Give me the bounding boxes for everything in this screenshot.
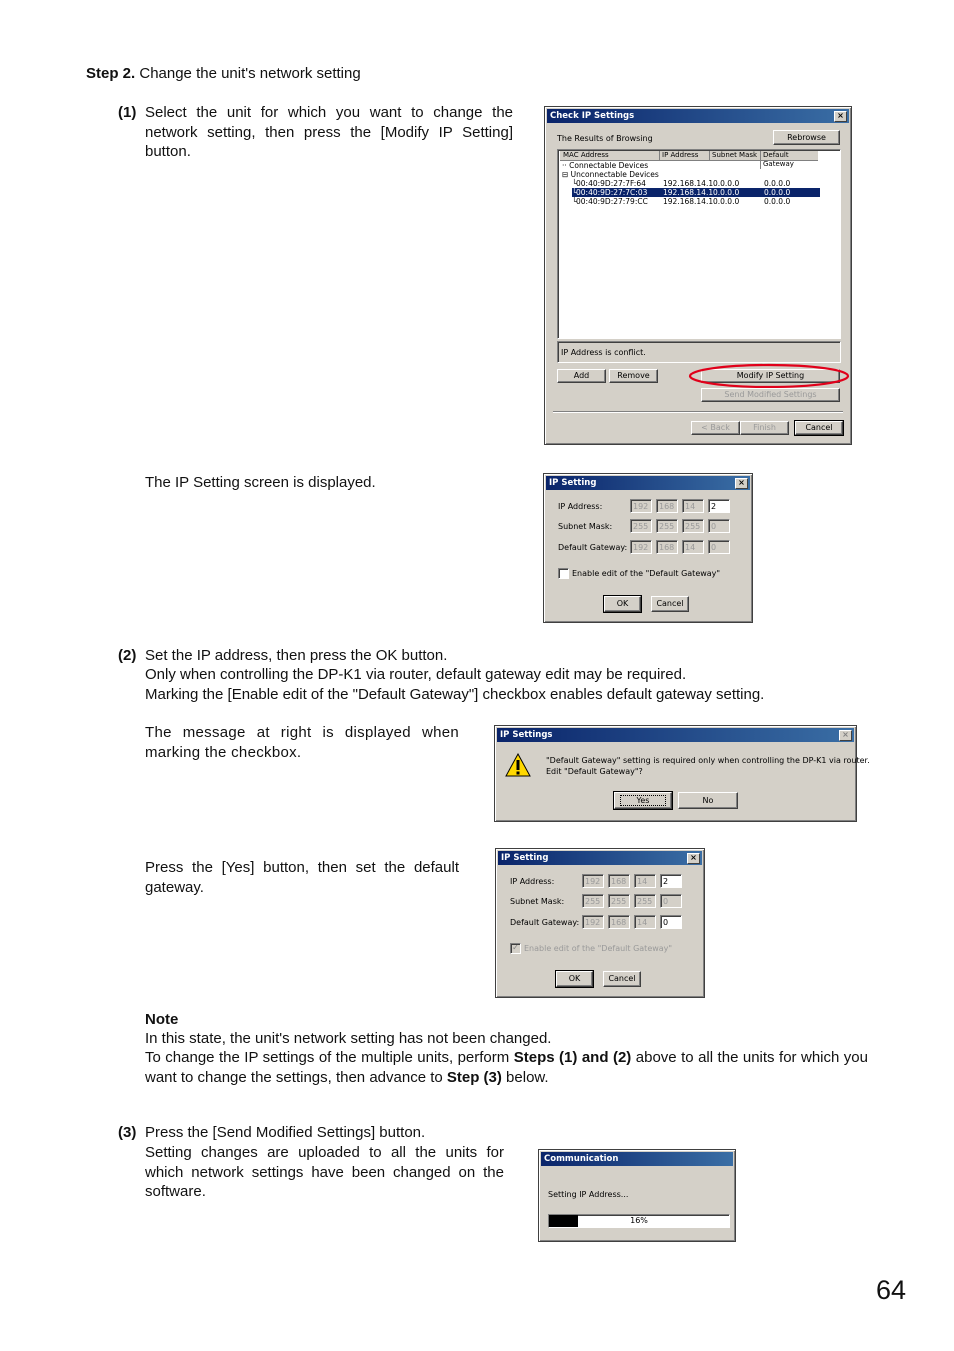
device-list[interactable] bbox=[557, 149, 841, 339]
page-number: 64 bbox=[876, 1275, 907, 1305]
gateway-octet-2[interactable]: 168 bbox=[656, 540, 678, 554]
gateway-octet-4[interactable]: 0 bbox=[708, 540, 730, 554]
enable-gateway-checkbox[interactable]: ✓ bbox=[510, 943, 521, 954]
table-row[interactable] bbox=[572, 179, 820, 188]
ip-octet-1[interactable]: 192 bbox=[630, 499, 652, 513]
row-cell-mask: 0.0.0.0 bbox=[713, 179, 740, 188]
ip-settings-message-dialog bbox=[494, 725, 870, 822]
column-header-mask[interactable]: Subnet Mask bbox=[709, 151, 757, 160]
gateway-octet-4[interactable]: 0 bbox=[660, 915, 682, 929]
sub-step-number: (3) bbox=[118, 1124, 137, 1141]
sub-step-number: (2) bbox=[118, 647, 137, 664]
row-cell-gw: 0.0.0.0 bbox=[764, 188, 791, 197]
close-icon[interactable]: × bbox=[839, 730, 852, 741]
ip-octet-4[interactable]: 2 bbox=[708, 499, 730, 513]
mask-octet-3[interactable]: 255 bbox=[634, 894, 656, 908]
check-ip-settings-dialog bbox=[544, 106, 852, 445]
mask-octet-3[interactable]: 255 bbox=[682, 519, 704, 533]
default-gateway-label: Default Gateway: bbox=[510, 918, 580, 927]
close-icon[interactable]: × bbox=[735, 478, 748, 489]
subnet-mask-label: Subnet Mask: bbox=[510, 897, 565, 906]
results-label: The Results of Browsing bbox=[557, 134, 653, 143]
note-heading: Note bbox=[145, 1011, 179, 1028]
column-header-ip[interactable]: IP Address bbox=[659, 151, 698, 160]
mask-octet-1[interactable]: 255 bbox=[582, 894, 604, 908]
gateway-octet-2[interactable]: 168 bbox=[608, 915, 630, 929]
yes-button[interactable] bbox=[614, 792, 672, 809]
ok-button[interactable]: OK bbox=[556, 971, 593, 987]
warning-icon bbox=[505, 753, 531, 777]
mask-octet-4[interactable]: 0 bbox=[660, 894, 682, 908]
row-cell-mask: 0.0.0.0 bbox=[713, 197, 740, 206]
ip-address-label: IP Address: bbox=[510, 877, 555, 886]
dialog-title: Communication bbox=[544, 1154, 619, 1164]
ok-button[interactable]: OK bbox=[604, 596, 641, 612]
modify-ip-setting-button[interactable]: Modify IP Setting bbox=[701, 369, 840, 383]
row-cell-gw: 0.0.0.0 bbox=[764, 179, 791, 188]
row-cell-ip: 192.168.14.1 bbox=[663, 179, 714, 188]
dialog-title: IP Setting bbox=[549, 478, 597, 488]
dialog-title: IP Settings bbox=[500, 730, 553, 740]
message-description: The message at right is displayed when marking the checkbox. bbox=[145, 724, 459, 761]
gateway-octet-1[interactable]: 192 bbox=[582, 915, 604, 929]
rebrowse-button[interactable]: Rebrowse bbox=[773, 130, 840, 145]
divider bbox=[553, 411, 843, 413]
enable-gateway-checkbox[interactable] bbox=[558, 568, 569, 579]
sub-step-line: Set the IP address, then press the OK button. bbox=[145, 647, 448, 664]
highlight-ellipse bbox=[688, 363, 850, 389]
dialog-titlebar bbox=[547, 109, 849, 123]
gateway-octet-1[interactable]: 192 bbox=[630, 540, 652, 554]
column-header-gateway[interactable]: Default Gateway bbox=[760, 151, 818, 169]
ip-octet-2[interactable]: 168 bbox=[656, 499, 678, 513]
dialog-titlebar bbox=[498, 851, 702, 865]
progress-label: 16% bbox=[630, 1216, 648, 1225]
sub-step-line: Marking the [Enable edit of the "Default Gateway"] checkbox enables default gateway setting. bbox=[145, 686, 765, 703]
sub-step-line: Press the [Send Modified Settings] button. bbox=[145, 1124, 426, 1141]
status-box bbox=[557, 341, 841, 363]
tree-collapse-icon: ⊟ bbox=[562, 170, 571, 179]
mask-octet-4[interactable]: 0 bbox=[708, 519, 730, 533]
row-cell-mac: 00:40:9D:27:7C:03 bbox=[576, 188, 648, 197]
gateway-octet-3[interactable]: 14 bbox=[634, 915, 656, 929]
dialog-title: Check IP Settings bbox=[550, 111, 635, 121]
close-icon[interactable]: × bbox=[834, 111, 847, 122]
status-text: IP Address is conflict. bbox=[561, 348, 646, 357]
sub-step-text: Setting changes are uploaded to all the units for which network settings have been changed on the software. bbox=[145, 1144, 504, 1200]
finish-button[interactable]: Finish bbox=[740, 421, 789, 435]
yes-button-label: Yes bbox=[620, 795, 667, 806]
ip-octet-1[interactable]: 192 bbox=[582, 874, 604, 888]
ip-setting-dialog-gateway bbox=[495, 848, 705, 998]
row-cell-ip: 192.168.14.1 bbox=[663, 197, 714, 206]
message-line-1: "Default Gateway" setting is required only when controlling the DP-K1 via router. bbox=[546, 756, 870, 765]
dialog-titlebar bbox=[541, 1152, 733, 1166]
enable-gateway-label: Enable edit of the "Default Gateway" bbox=[572, 569, 721, 578]
row-cell-ip: 192.168.14.1 bbox=[663, 188, 714, 197]
add-button[interactable]: Add bbox=[557, 369, 606, 383]
enable-gateway-label: Enable edit of the "Default Gateway" bbox=[524, 944, 673, 953]
tree-group-connectable[interactable]: ·· Connectable Devices bbox=[562, 161, 649, 170]
row-cell-mask: 0.0.0.0 bbox=[713, 188, 740, 197]
table-row[interactable] bbox=[572, 197, 820, 206]
gateway-octet-3[interactable]: 14 bbox=[682, 540, 704, 554]
tree-line-icon: ·· bbox=[562, 161, 570, 170]
ip-octet-3[interactable]: 14 bbox=[682, 499, 704, 513]
ip-octet-3[interactable]: 14 bbox=[634, 874, 656, 888]
ip-octet-4[interactable]: 2 bbox=[660, 874, 682, 888]
ip-setting-dialog bbox=[543, 473, 753, 623]
tree-line-icon: └ bbox=[572, 179, 577, 188]
back-button[interactable]: < Back bbox=[691, 421, 740, 435]
note-paragraph: To change the IP settings of the multiple units, perform Steps (1) and (2) above to all the units for which you want to change the settings, then advance to Step (3) below. bbox=[145, 1049, 868, 1086]
yes-description: Press the [Yes] button, then set the default gateway. bbox=[145, 859, 459, 896]
cancel-button[interactable]: Cancel bbox=[651, 596, 689, 612]
dialog-titlebar bbox=[546, 476, 750, 490]
column-header-mac[interactable]: MAC Address bbox=[563, 151, 609, 159]
ip-screen-text: The IP Setting screen is displayed. bbox=[145, 474, 376, 491]
communication-dialog bbox=[538, 1149, 736, 1242]
tree-line-icon: └ bbox=[572, 197, 577, 206]
send-modified-settings-button[interactable]: Send Modified Settings bbox=[701, 388, 840, 402]
no-button[interactable]: No bbox=[678, 792, 738, 809]
subnet-mask-label: Subnet Mask: bbox=[558, 522, 613, 531]
ip-octet-2[interactable]: 168 bbox=[608, 874, 630, 888]
dialog-titlebar bbox=[497, 728, 854, 742]
ip-address-label: IP Address: bbox=[558, 502, 603, 511]
sub-step-text: Select the unit for which you want to change the network setting, then press the [Modify IP Setting] button. bbox=[145, 104, 513, 160]
tree-line-icon: └ bbox=[572, 188, 577, 197]
mask-octet-2[interactable]: 255 bbox=[656, 519, 678, 533]
dialog-title: IP Setting bbox=[501, 853, 549, 863]
step-label: Step 2. bbox=[86, 65, 136, 82]
table-row[interactable] bbox=[572, 188, 820, 197]
default-gateway-label: Default Gateway: bbox=[558, 543, 628, 552]
close-icon[interactable]: × bbox=[687, 853, 700, 864]
tree-group-unconnectable[interactable]: ⊟ Unconnectable Devices bbox=[562, 170, 659, 179]
mask-octet-2[interactable]: 255 bbox=[608, 894, 630, 908]
message-line-2: Edit "Default Gateway"? bbox=[546, 767, 643, 776]
progress-bar bbox=[548, 1214, 730, 1228]
communication-status: Setting IP Address... bbox=[548, 1190, 629, 1199]
remove-button[interactable]: Remove bbox=[609, 369, 658, 383]
row-cell-gw: 0.0.0.0 bbox=[764, 197, 791, 206]
row-cell-mac: 00:40:9D:27:7F:64 bbox=[576, 179, 646, 188]
note-line: In this state, the unit's network setting has not been changed. bbox=[145, 1030, 552, 1047]
cancel-button[interactable]: Cancel bbox=[795, 421, 843, 435]
mask-octet-1[interactable]: 255 bbox=[630, 519, 652, 533]
step-heading bbox=[86, 64, 361, 84]
sub-step-line: Only when controlling the DP-K1 via router, default gateway edit may be required. bbox=[145, 666, 687, 683]
row-cell-mac: 00:40:9D:27:79:CC bbox=[576, 197, 648, 206]
sub-step-number: (1) bbox=[118, 104, 137, 121]
cancel-button[interactable]: Cancel bbox=[603, 971, 641, 987]
step-title: Change the unit's network setting bbox=[139, 65, 361, 82]
